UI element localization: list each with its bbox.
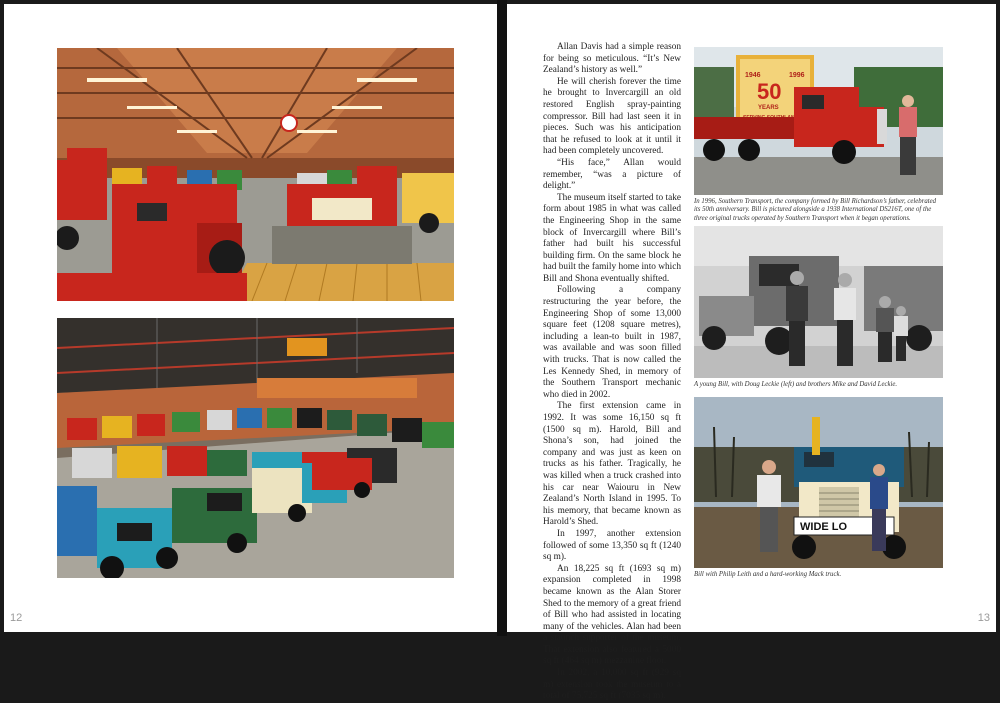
left-page-number: 12	[10, 612, 23, 624]
photo-museum-shed-rows	[57, 318, 454, 578]
paragraph: In 1997, another extension followed of some 13,350 sq ft (1240 sq m).	[543, 528, 681, 563]
paragraph: Allan Davis had a simple reason for being so meticulous. “It’s New Zealand’s history as well.”	[543, 42, 681, 76]
mack-plate-text: WIDE LO	[800, 521, 848, 533]
paragraph: He will cherish forever the time he brought to Invercargill an old restored English spray-painting compressor. Bill had last seen it in pieces. Such was his anticipation that he refused to look at it until it had been completely uncovered.	[543, 76, 681, 157]
banner-number: 50	[757, 79, 782, 104]
photo-museum-red-truck	[57, 48, 454, 301]
paragraph: The first extension came in 1992. It was some 16,150 sq ft (1500 sq m). Harold, Bill and Shona’s son, had joined the company and was just as keen on trucks as his father. Tragically, he was killed when a truck crashed into his car near Waiouru in New Zealand’s North Island in 1995. To his memory, that became known as Harold’s Shed.	[543, 401, 681, 528]
banner-year-start: 1946	[745, 72, 761, 79]
banner-year-end: 1996	[789, 72, 805, 79]
body-text-column	[543, 42, 681, 703]
paragraph: “His face,” Allan would remember, “was a picture of delight.”	[543, 157, 681, 192]
paragraph: Following a company restructuring the year before, the Engineering Shop of some 13,000 square feet (1208 square metres), including a lean-to built in 1987, was available and was soon filled with trucks. That is now called the Les Kennedy Shed, in memory of the Southern Transport mechanic who died in 2002.	[543, 285, 681, 400]
right-page	[507, 4, 996, 702]
caption-photo-3: Bill with Philip Leith and a hard-working Mack truck.	[694, 571, 842, 578]
banner-word: YEARS	[758, 105, 779, 111]
caption-photo-1: In 1996, Southern Transport, the company formed by Bill Richardson’s father, celebrated its 50th anniversary. Bill is pictured alongside a 1938 International DS216T, one of the three original trucks operated by Southern Transport when it began operations.	[694, 198, 937, 222]
paragraph: In 2002, a 10,000 sq ft (929 sq m) extension took the museum to a total of 75,725 sq ft (7035 sq m).	[543, 668, 681, 702]
photo-mack-truck	[694, 397, 943, 568]
right-page-number: 13	[977, 612, 990, 624]
left-page	[4, 4, 497, 632]
caption-photo-2: A young Bill, with Doug Leckie (left) and brothers Mike and David Leckie.	[694, 381, 898, 388]
book-spine	[497, 0, 507, 636]
paragraph: An 18,225 sq ft (1693 sq m) expansion completed in 1998 became known as the Alan Storer Shed to the memory of a great friend of Bill who had assisted in locating many of the vehicles. Alan had been a staunch supporter of the museum. That extension also featured a 5000 sq ft (464 sq m) mezzanine floor.	[543, 563, 681, 667]
photo-anniversary-truck	[694, 47, 943, 195]
photo-young-bill-leckies	[694, 226, 943, 378]
paragraph: The museum itself started to take form about 1985 in what was called the Engineering Shop in the same block of Invercargill where Bill’s father had built his successful building firm. On the same block he had built the family home into which Bill and Shona eventually shifted.	[543, 192, 681, 284]
